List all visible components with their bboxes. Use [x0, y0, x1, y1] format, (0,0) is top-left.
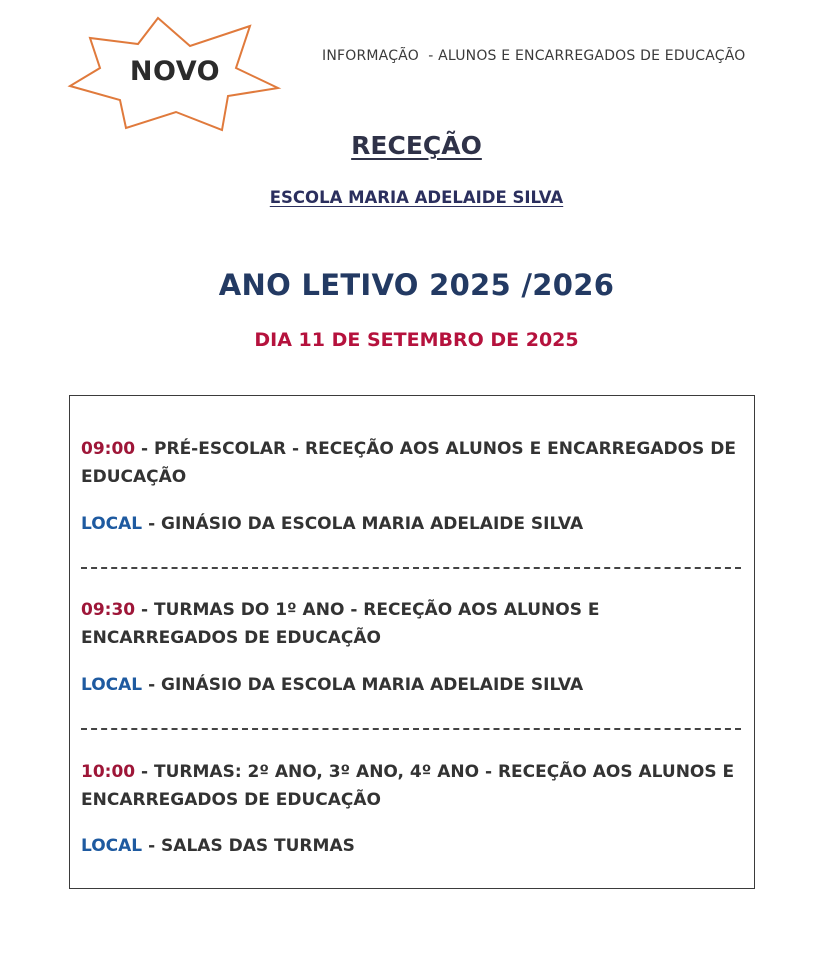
entry-description: - TURMAS: 2º ANO, 3º ANO, 4º ANO - RECEÇÃO AOS ALUNOS E ENCARREGADOS DE EDUCAÇÃO	[81, 762, 735, 810]
local-value: - GINÁSIO DA ESCOLA MARIA ADELAIDE SILVA	[142, 675, 584, 695]
entry-location	[81, 832, 741, 860]
novo-badge	[66, 16, 286, 134]
schedule-entry	[81, 758, 741, 814]
schedule-entry	[81, 596, 741, 652]
entry-location	[81, 671, 741, 699]
entry-time: 09:30	[81, 600, 136, 620]
badge-label: NOVO	[129, 56, 221, 87]
local-value: - GINÁSIO DA ESCOLA MARIA ADELAIDE SILVA	[142, 514, 584, 534]
schedule-box	[69, 395, 755, 889]
local-label: LOCAL	[81, 675, 143, 695]
entry-time: 10:00	[81, 762, 136, 782]
event-date: DIA 11 DE SETEMBRO DE 2025	[254, 329, 579, 351]
entry-description: - PRÉ-ESCOLAR - RECEÇÃO AOS ALUNOS E ENCARREGADOS DE EDUCAÇÃO	[81, 439, 736, 487]
school-year: ANO LETIVO 2025 /2026	[218, 268, 615, 302]
school-name: ESCOLA MARIA ADELAIDE SILVA	[269, 188, 564, 207]
dashed-divider	[81, 728, 741, 730]
entry-description: - TURMAS DO 1º ANO - RECEÇÃO AOS ALUNOS E ENCARREGADOS DE EDUCAÇÃO	[81, 600, 600, 648]
local-label: LOCAL	[81, 836, 143, 856]
entry-time: 09:00	[81, 439, 136, 459]
page-title: RECEÇÃO	[351, 131, 482, 160]
entry-location	[81, 510, 741, 538]
dashed-divider	[81, 567, 741, 569]
schedule-entry	[81, 435, 741, 491]
header-info: INFORMAÇÃO - ALUNOS E ENCARREGADOS DE EDUCAÇÃO	[322, 48, 746, 64]
local-value: - SALAS DAS TURMAS	[142, 836, 355, 856]
local-label: LOCAL	[81, 514, 143, 534]
